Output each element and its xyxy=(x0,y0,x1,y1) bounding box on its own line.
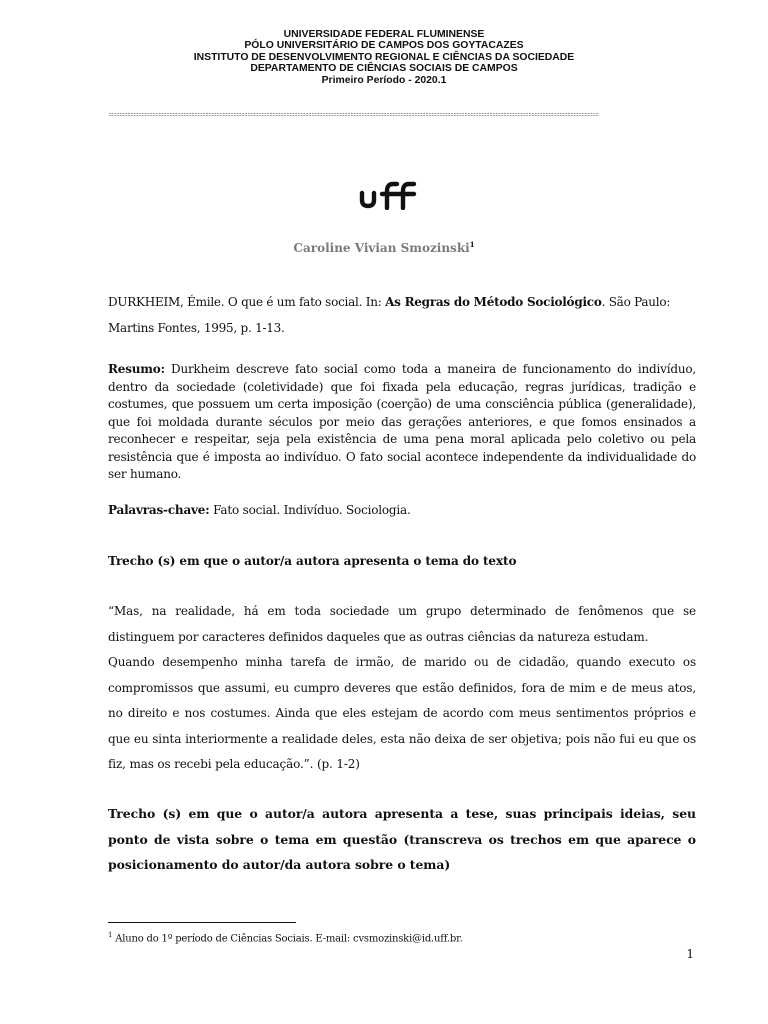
quote-paragraph-1: “Mas, na realidade, há em toda sociedade um grupo determinado de fenômenos que se distinguem por caracteres definidos daqueles que as outras ciências da natureza estudam. xyxy=(108,604,696,644)
header-line-university: UNIVERSIDADE FEDERAL FLUMINENSE xyxy=(283,29,485,40)
author-footnote-ref: 1 xyxy=(469,240,475,249)
reference-book-title: As Regras do Método Sociológico xyxy=(385,295,602,309)
author-name xyxy=(0,240,768,255)
page-number: 1 xyxy=(686,947,694,961)
abstract-paragraph xyxy=(108,361,696,484)
header-line-institute: INSTITUTO DE DESENVOLVIMENTO REGIONAL E CIÊNCIAS DA SOCIEDADE xyxy=(193,51,575,63)
section-heading-theme: Trecho (s) em que o autor/a autora apresenta o tema do texto xyxy=(108,554,517,568)
reference-suffix: . São Paulo: Martins Fontes, 1995, p. 1-13. xyxy=(108,295,671,335)
footnote-text: Aluno do 1º período de Ciências Sociais. E-mail: cvsmozinski@id.uff.br. xyxy=(112,933,463,945)
footnote-separator xyxy=(108,922,296,923)
author-name-text: Caroline Vivian Smozinski xyxy=(293,241,470,255)
institution-header xyxy=(0,29,768,86)
uff-logo xyxy=(358,180,420,210)
abstract-text: Durkheim descreve fato social como toda a maneira de funcionamento do indivíduo, dentro da sociedade (coletividade) que foi fixada pela educação, regras jurídicas, tradição e costumes, que possuem um certa imposição (coerção) de uma consciência pública (generalidade), que foi moldada durante séculos por meio das gerações anteriores, e que fomos ensinados a reconhecer e respeitar, seja pela existência de uma pena moral aplicada pelo coletivo ou pela resistência que é imposta ao indivíduo. O fato social acontece independente da individualidade do ser humano. xyxy=(108,362,696,481)
header-line-campus: PÓLO UNIVERSITÁRIO DE CAMPOS DOS GOYTACAZES xyxy=(244,40,524,52)
bibliographic-reference xyxy=(108,290,696,341)
quote-block xyxy=(108,599,696,778)
keywords-paragraph xyxy=(108,502,696,519)
dotted-divider: :::::::::::::::::::::::::::::::::::::::::::::::::::::::::::::::::::::::::::::::::::::::::::::::::::::::::::::::::::::::::::::::::::::::::::::::::::::::::::::::::::::::::::::::::::::::::::::::::::::::::::::::::::::::::::::::::::::::::::::::::::::::::::::::::::::::::::::::::::::::::::::::::::::::::::::::::::::::::: xyxy=(108,112,598,118)
header-line-department: DEPARTAMENTO DE CIÊNCIAS SOCIAIS DE CAMPOS xyxy=(250,63,518,75)
header-line-period: Primeiro Período - 2020.1 xyxy=(321,74,447,86)
abstract-label: Resumo: xyxy=(108,362,165,376)
footnote xyxy=(108,929,608,945)
section-heading-thesis: Trecho (s) em que o autor/a autora apresenta a tese, suas principais ideias, seu ponto de vista sobre o tema em questão (transcreva os trechos em que aparece o posicionamento do autor/da autora sobre o tema) xyxy=(108,806,696,872)
footnote-number: 1 xyxy=(108,931,113,939)
keywords-text: Fato social. Indivíduo. Sociologia. xyxy=(209,503,411,517)
keywords-label: Palavras-chave: xyxy=(108,503,210,517)
reference-prefix: DURKHEIM, Émile. O que é um fato social. In: xyxy=(108,295,386,309)
quote-paragraph-2: Quando desempenho minha tarefa de irmão, de marido ou de cidadão, quando executo os compromissos que assumi, eu cumpro deveres que estão definidos, fora de mim e de meus atos, no direito e nos costumes. Ainda que eles estejam de acordo com meus sentimentos próprios e que eu sinta interiormente a realidade deles, esta não deixa de ser objetiva; pois não fui eu que os fiz, mas os recebi pela educação.”. (p. 1-2) xyxy=(108,655,696,771)
